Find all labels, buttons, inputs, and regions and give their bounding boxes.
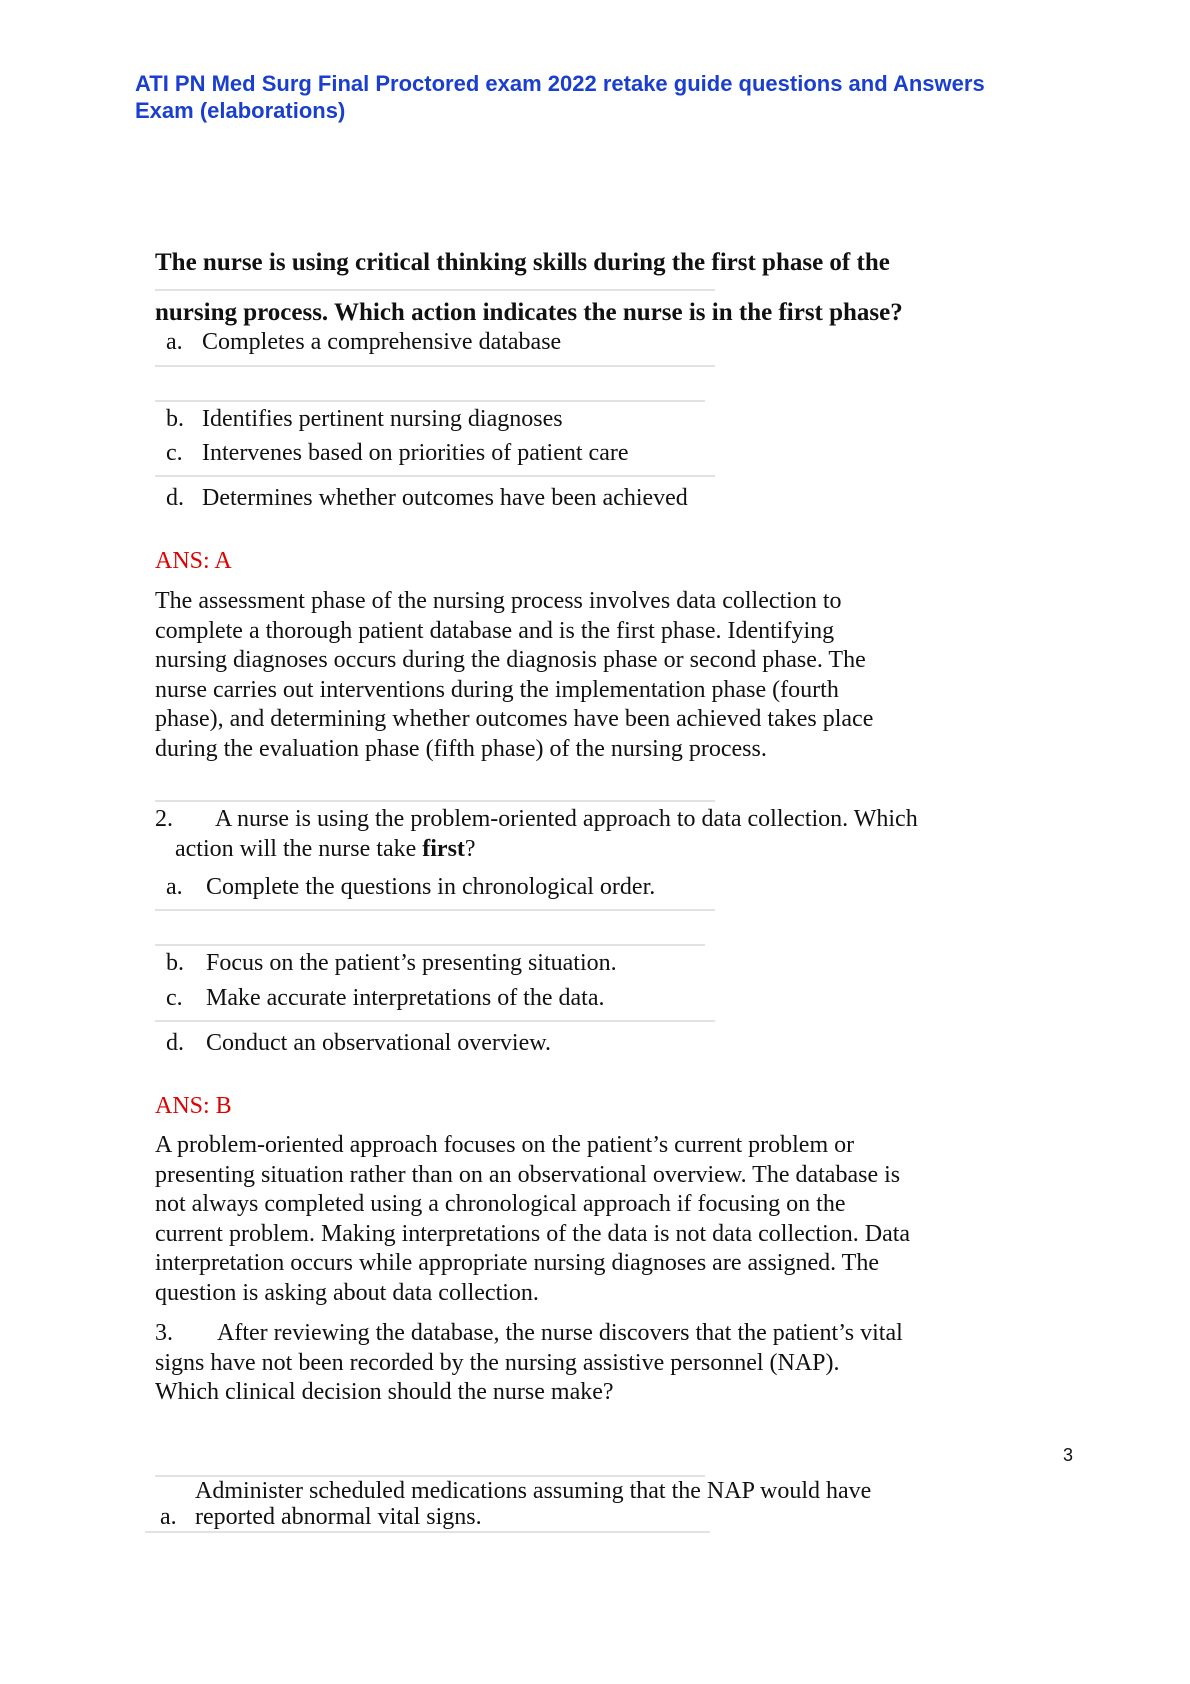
- question-2-stem-emphasis: first: [422, 836, 465, 862]
- option-letter: c.: [166, 440, 183, 466]
- option-text: Conduct an observational overview.: [206, 1030, 552, 1056]
- option-text: Complete the questions in chronological order.: [206, 874, 656, 900]
- question-3-stem-line-2: signs have not been recorded by the nursing assistive personnel (NAP).: [155, 1349, 840, 1376]
- rationale-line: A problem-oriented approach focuses on the patient’s current problem or: [155, 1132, 855, 1158]
- question-3-stem-line-3: Which clinical decision should the nurse make?: [155, 1379, 614, 1405]
- rationale-line: The assessment phase of the nursing process involves data collection to: [155, 588, 842, 614]
- question-1-stem-line-2: nursing process. Which action indicates the nurse is in the first phase?: [155, 299, 903, 326]
- question-2-option-c: [166, 983, 604, 1013]
- option-letter: d.: [166, 485, 184, 511]
- question-1-stem: [155, 238, 1055, 338]
- divider: [155, 944, 705, 946]
- question-2-stem-post: ?: [464, 836, 476, 862]
- header-line-2: Exam (elaborations): [135, 98, 346, 123]
- divider: [155, 1020, 715, 1022]
- question-2-stem-pre: action will the nurse take: [175, 836, 423, 862]
- question-2-answer: ANS: B: [155, 1093, 232, 1119]
- header-line-1: ATI PN Med Surg Final Proctored exam 2022 retake guide questions and Answers: [135, 71, 985, 96]
- option-letter: c.: [166, 985, 183, 1011]
- question-3-stem: [155, 1319, 1055, 1408]
- question-1-answer: ANS: A: [155, 548, 232, 574]
- option-letter: a.: [160, 1504, 177, 1530]
- divider: [145, 1531, 710, 1533]
- question-3-stem-line-1: [155, 1319, 1055, 1349]
- divider: [155, 475, 715, 477]
- question-2-stem-line-1: [155, 804, 1055, 834]
- option-letter: b.: [166, 950, 184, 976]
- option-text: reported abnormal vital signs.: [195, 1504, 482, 1530]
- question-2-option-b: [166, 948, 617, 978]
- option-text: Focus on the patient’s presenting situation.: [206, 950, 617, 976]
- rationale-line: current problem. Making interpretations of the data is not data collection. Data: [155, 1220, 911, 1247]
- rationale-line: during the evaluation phase (fifth phase) of the nursing process.: [155, 735, 767, 762]
- divider: [155, 909, 715, 911]
- option-letter: b.: [166, 406, 184, 432]
- question-number: 3.: [155, 1320, 173, 1346]
- question-1-rationale: [155, 587, 1055, 764]
- option-text: Make accurate interpretations of the data.: [206, 985, 605, 1011]
- divider: [155, 400, 705, 402]
- option-letter: d.: [166, 1030, 184, 1056]
- question-2-stem: [155, 804, 1055, 864]
- rationale-line: not always completed using a chronological approach if focusing on the: [155, 1191, 846, 1217]
- question-1-option-b: [166, 404, 563, 434]
- document-header: [135, 70, 1095, 124]
- question-3-option-a-line-2: [160, 1502, 482, 1532]
- question-1-option-a: [166, 327, 561, 357]
- divider: [155, 800, 715, 802]
- question-1-option-d: [166, 483, 688, 513]
- rationale-line: complete a thorough patient database and is the first phase. Identifying: [155, 617, 835, 644]
- page-number: 3: [1063, 1445, 1074, 1465]
- question-2-option-a: [166, 872, 655, 902]
- rationale-line: nurse carries out interventions during the implementation phase (fourth: [155, 676, 839, 703]
- divider: [155, 365, 715, 367]
- option-letter: a.: [166, 874, 183, 900]
- rationale-line: question is asking about data collection.: [155, 1279, 539, 1306]
- rationale-line: interpretation occurs while appropriate nursing diagnoses are assigned. The: [155, 1250, 879, 1276]
- option-text: Identifies pertinent nursing diagnoses: [202, 406, 563, 432]
- option-letter: a.: [166, 329, 183, 355]
- question-3-option-a-line-1: Administer scheduled medications assuming that the NAP would have: [195, 1478, 872, 1504]
- divider: [155, 289, 715, 291]
- question-2-rationale: [155, 1131, 1055, 1308]
- question-2-stem-line-2: [155, 834, 1055, 864]
- question-3-stem-text: After reviewing the database, the nurse discovers that the patient’s vital: [217, 1320, 903, 1346]
- rationale-line: nursing diagnoses occurs during the diagnosis phase or second phase. The: [155, 647, 866, 673]
- option-text: Completes a comprehensive database: [202, 329, 562, 355]
- question-2-stem-text: A nurse is using the problem-oriented approach to data collection. Which: [215, 806, 918, 832]
- question-1-stem-line-1: The nurse is using critical thinking skills during the first phase of the: [155, 249, 890, 276]
- question-2-option-d: [166, 1028, 551, 1058]
- rationale-line: presenting situation rather than on an observational overview. The database is: [155, 1161, 901, 1188]
- option-text: Intervenes based on priorities of patient care: [202, 440, 629, 466]
- question-1-option-c: [166, 438, 629, 468]
- question-number: 2.: [155, 806, 173, 832]
- option-text: Determines whether outcomes have been achieved: [202, 485, 688, 511]
- rationale-line: phase), and determining whether outcomes have been achieved takes place: [155, 706, 874, 732]
